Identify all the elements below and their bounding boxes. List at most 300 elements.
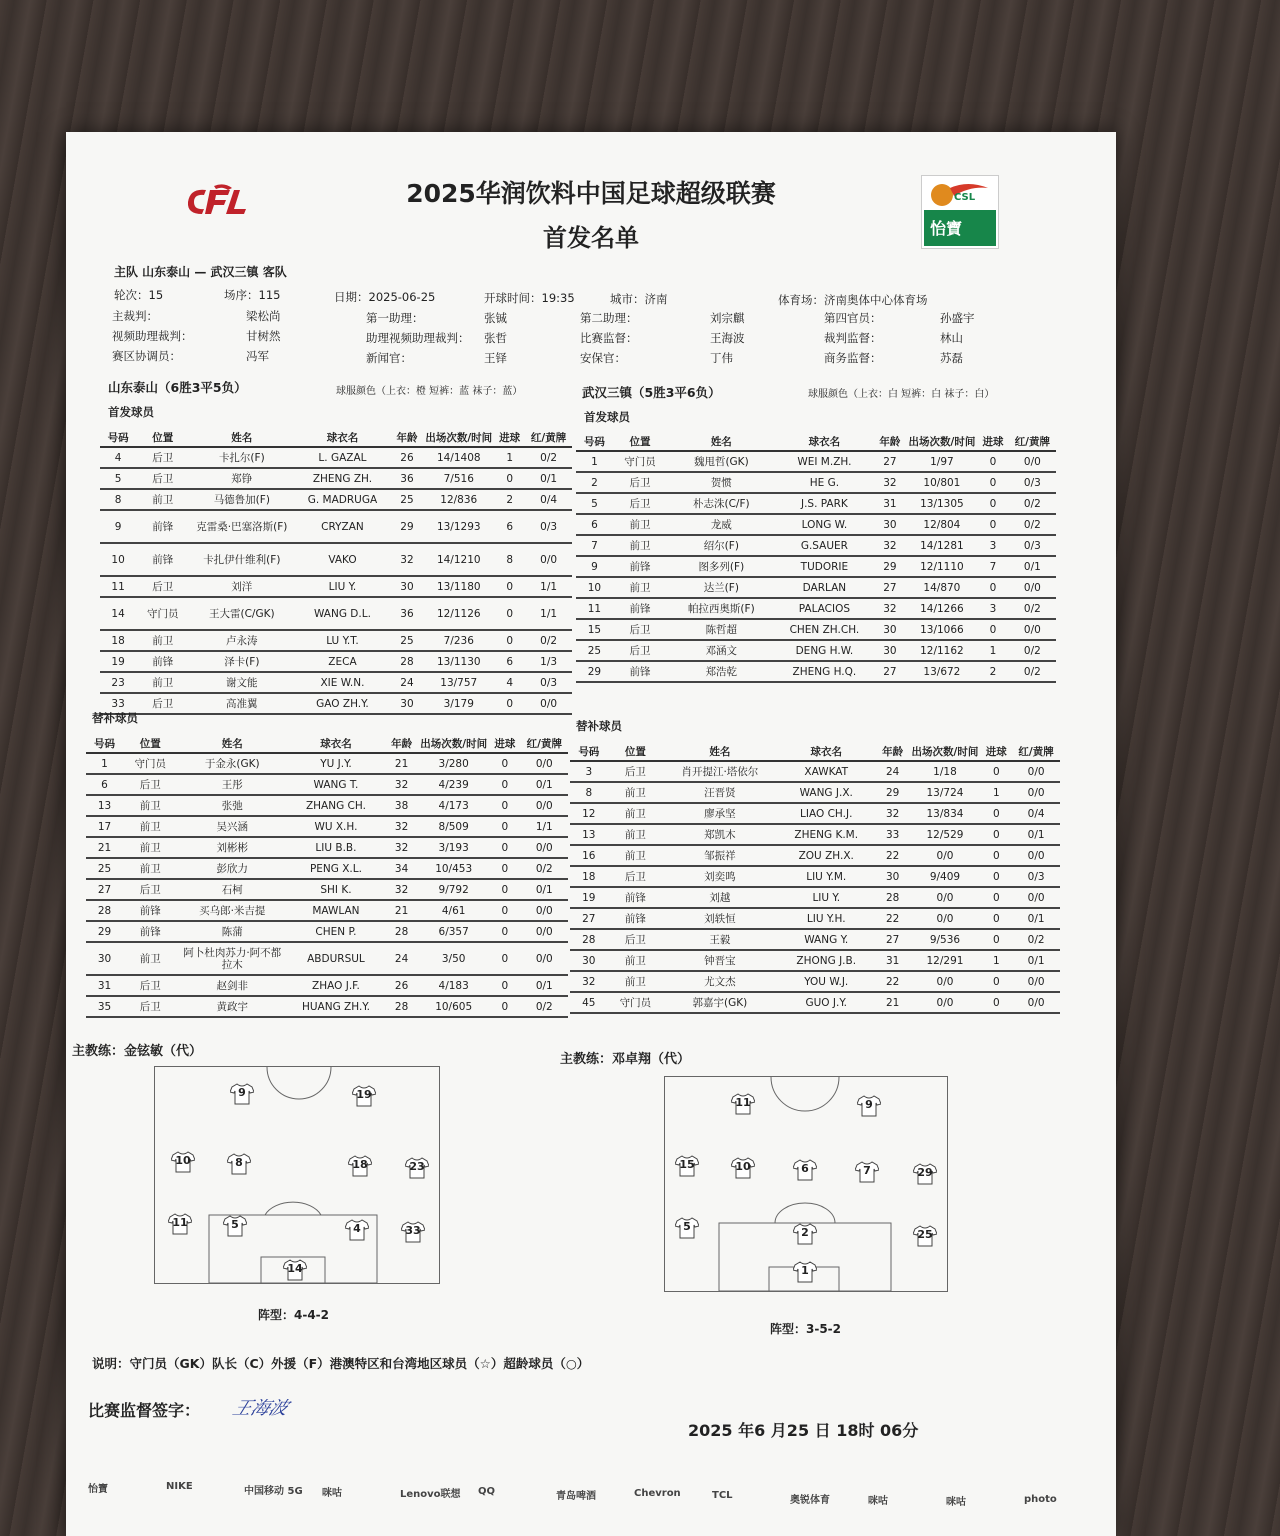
player-age: 30 xyxy=(873,640,906,661)
home-starters-label: 首发球员 xyxy=(108,405,154,419)
player-name: 郑铮 xyxy=(189,468,294,489)
goals: 0 xyxy=(980,761,1012,782)
player-number: 17 xyxy=(86,816,123,837)
away-pitch-lines xyxy=(665,1077,947,1291)
player-number: 3 xyxy=(570,761,608,782)
player-row xyxy=(86,837,568,858)
player-position: 前卫 xyxy=(608,845,663,866)
official-label: 第四官员： xyxy=(824,311,882,325)
away-starters-table xyxy=(576,432,1056,683)
shirt-name: YU J.Y. xyxy=(287,753,385,774)
shirt-name: CRYZAN xyxy=(294,510,390,543)
appearances-minutes: 8/509 xyxy=(418,816,489,837)
shirt-name: ZOU ZH.X. xyxy=(777,845,876,866)
player-number: 12 xyxy=(570,803,608,824)
player-name: 泽卡(F) xyxy=(189,651,294,672)
shirt-number: 4 xyxy=(353,1222,361,1235)
player-shirt-icon xyxy=(793,1159,817,1181)
player-age: 32 xyxy=(385,879,418,900)
shirt-number: 9 xyxy=(865,1098,873,1111)
appearances-minutes: 13/1305 xyxy=(906,493,977,514)
player-name: 刘彬彬 xyxy=(178,837,287,858)
player-position: 前卫 xyxy=(136,630,189,651)
shirt-number: 10 xyxy=(735,1160,751,1173)
player-age: 25 xyxy=(391,630,424,651)
column-header: 年龄 xyxy=(876,742,910,761)
appearances-minutes: 3/50 xyxy=(418,942,489,975)
home-coach: 主教练：金铉敏（代） xyxy=(72,1044,203,1059)
shirt-name: WU X.H. xyxy=(287,816,385,837)
cards: 1/1 xyxy=(525,576,572,597)
column-header: 进球 xyxy=(980,742,1012,761)
column-header: 进球 xyxy=(494,428,525,447)
player-position: 后卫 xyxy=(613,619,667,640)
home-formation: 阵型：4-4-2 xyxy=(258,1308,330,1322)
goals: 0 xyxy=(980,845,1012,866)
column-header: 位置 xyxy=(613,432,667,451)
teams-line: 主队 山东泰山 — 武汉三镇 客队 xyxy=(114,265,287,279)
player-row xyxy=(570,761,1060,782)
player-name: 于金永(GK) xyxy=(178,753,287,774)
appearances-minutes: 14/1210 xyxy=(423,543,494,576)
goals: 0 xyxy=(489,996,520,1017)
official-value: 梁松尚 xyxy=(246,309,281,323)
goals: 0 xyxy=(980,824,1012,845)
player-row xyxy=(570,845,1060,866)
official-value: 张哲 xyxy=(484,331,507,345)
shirt-number: 10 xyxy=(175,1154,191,1167)
player-age: 27 xyxy=(873,661,906,682)
player-name: 朴志洙(C/F) xyxy=(667,493,775,514)
shirt-name: YOU W.J. xyxy=(777,971,876,992)
column-header: 红/黄牌 xyxy=(525,428,572,447)
goals: 0 xyxy=(494,576,525,597)
player-number: 2 xyxy=(576,472,613,493)
shirt-name: LONG W. xyxy=(776,514,874,535)
player-name: 吴兴涵 xyxy=(178,816,287,837)
goals: 3 xyxy=(977,535,1008,556)
shirt-number: 8 xyxy=(235,1156,243,1169)
player-position: 后卫 xyxy=(608,761,663,782)
appearances-minutes: 13/1293 xyxy=(423,510,494,543)
sponsor-logo: 奥锐体育 xyxy=(790,1495,830,1506)
shirt-name: PENG X.L. xyxy=(287,858,385,879)
shirt-name: PALACIOS xyxy=(776,598,874,619)
shirt-name: G. MADRUGA xyxy=(294,489,390,510)
goals: 0 xyxy=(980,908,1012,929)
home-subs-table xyxy=(86,734,568,1018)
shirt-name: GUO J.Y. xyxy=(777,992,876,1013)
shirt-name: G.SAUER xyxy=(776,535,874,556)
shirt-name: ZECA xyxy=(294,651,390,672)
cards: 0/1 xyxy=(1012,908,1060,929)
cards: 0/2 xyxy=(1009,640,1056,661)
player-position: 前锋 xyxy=(613,556,667,577)
goals: 0 xyxy=(980,992,1012,1013)
goals: 7 xyxy=(977,556,1008,577)
shirt-name: ZHONG J.B. xyxy=(777,950,876,971)
player-number: 32 xyxy=(570,971,608,992)
column-header: 姓名 xyxy=(663,742,777,761)
goals: 0 xyxy=(977,514,1008,535)
round: 轮次：15 xyxy=(114,288,164,302)
cards: 0/2 xyxy=(525,447,572,468)
official-label: 新闻官： xyxy=(366,351,412,365)
shirt-number: 33 xyxy=(405,1224,421,1237)
player-name: 马德鲁加(F) xyxy=(189,489,294,510)
player-number: 27 xyxy=(86,879,123,900)
column-header: 球衣名 xyxy=(777,742,876,761)
appearances-minutes: 0/0 xyxy=(910,887,981,908)
player-name: 王毅 xyxy=(663,929,777,950)
shirt-name: GAO ZH.Y. xyxy=(294,693,390,714)
sponsor-logo: TCL xyxy=(712,1490,733,1501)
player-age: 30 xyxy=(873,619,906,640)
player-name: 高准翼 xyxy=(189,693,294,714)
signature-label: 比赛监督签字： xyxy=(88,1401,201,1420)
goals: 0 xyxy=(494,597,525,630)
player-row xyxy=(576,514,1056,535)
player-name: 刘轶恒 xyxy=(663,908,777,929)
sponsor-logo: Lenovo联想 xyxy=(400,1489,461,1500)
player-number: 11 xyxy=(100,576,136,597)
shirt-name: WANG J.X. xyxy=(777,782,876,803)
appearances-minutes: 0/0 xyxy=(910,992,981,1013)
player-shirt-icon xyxy=(857,1095,881,1117)
player-name: 汪晋贤 xyxy=(663,782,777,803)
shirt-number: 15 xyxy=(679,1158,695,1171)
player-row xyxy=(576,493,1056,514)
player-name: 卡扎伊什维利(F) xyxy=(189,543,294,576)
player-row xyxy=(100,447,572,468)
player-position: 后卫 xyxy=(608,866,663,887)
player-position: 后卫 xyxy=(123,996,177,1017)
column-header: 进球 xyxy=(977,432,1008,451)
player-position: 前卫 xyxy=(608,782,663,803)
appearances-minutes: 14/1281 xyxy=(906,535,977,556)
column-header: 号码 xyxy=(86,734,123,753)
player-number: 19 xyxy=(100,651,136,672)
player-position: 前锋 xyxy=(136,651,189,672)
player-position: 前卫 xyxy=(123,795,177,816)
official-value: 冯军 xyxy=(246,349,269,363)
appearances-minutes: 0/0 xyxy=(910,908,981,929)
player-number: 19 xyxy=(570,887,608,908)
player-number: 13 xyxy=(86,795,123,816)
shirt-number: 14 xyxy=(287,1262,303,1275)
goals: 0 xyxy=(489,879,520,900)
player-name: 魏甩哲(GK) xyxy=(667,451,775,472)
appearances-minutes: 12/1126 xyxy=(423,597,494,630)
player-age: 29 xyxy=(876,782,910,803)
player-name: 郭嘉宇(GK) xyxy=(663,992,777,1013)
player-age: 31 xyxy=(876,950,910,971)
goals: 3 xyxy=(977,598,1008,619)
home-starters-table xyxy=(100,428,572,715)
cards: 0/0 xyxy=(521,795,568,816)
player-name: 尤文杰 xyxy=(663,971,777,992)
cards: 0/2 xyxy=(1012,929,1060,950)
away-formation: 阵型：3-5-2 xyxy=(770,1322,842,1336)
official-label: 第二助理： xyxy=(580,311,638,325)
player-row xyxy=(576,640,1056,661)
sponsor-logo: 咪咕 xyxy=(322,1488,342,1499)
player-row xyxy=(100,543,572,576)
player-name: 阿卜杜肉苏力·阿不都拉木 xyxy=(178,942,287,975)
player-name: 刘奕鸣 xyxy=(663,866,777,887)
player-age: 29 xyxy=(391,510,424,543)
player-name: 钟晋宝 xyxy=(663,950,777,971)
player-position: 前卫 xyxy=(123,816,177,837)
player-position: 前锋 xyxy=(136,543,189,576)
player-name: 黄政宇 xyxy=(178,996,287,1017)
player-row xyxy=(576,451,1056,472)
player-position: 守门员 xyxy=(608,992,663,1013)
player-shirt-icon xyxy=(227,1153,251,1175)
cards: 0/1 xyxy=(521,774,568,795)
csl-logo-sponsor: 怡寶 xyxy=(930,219,963,238)
shirt-number: 19 xyxy=(356,1088,372,1101)
shirt-name: CHEN P. xyxy=(287,921,385,942)
shirt-name: LIU Y. xyxy=(294,576,390,597)
player-number: 1 xyxy=(576,451,613,472)
player-position: 后卫 xyxy=(123,975,177,996)
away-starters-label: 首发球员 xyxy=(584,410,630,424)
player-age: 25 xyxy=(391,489,424,510)
appearances-minutes: 1/18 xyxy=(910,761,981,782)
csl-logo-text: CSL xyxy=(954,192,976,203)
cards: 0/0 xyxy=(521,900,568,921)
cards: 0/2 xyxy=(525,630,572,651)
column-header: 进球 xyxy=(489,734,520,753)
official-value: 苏磊 xyxy=(940,351,963,365)
away-formation-pitch xyxy=(664,1076,948,1292)
shirt-name: WEI M.ZH. xyxy=(776,451,874,472)
shirt-number: 7 xyxy=(863,1164,871,1177)
goals: 0 xyxy=(489,795,520,816)
cards: 0/3 xyxy=(1009,535,1056,556)
goals: 0 xyxy=(489,837,520,858)
player-row xyxy=(570,782,1060,803)
player-shirt-icon xyxy=(405,1157,429,1179)
match-number: 场序：115 xyxy=(224,288,281,302)
cards: 0/4 xyxy=(1012,803,1060,824)
appearances-minutes: 14/870 xyxy=(906,577,977,598)
player-shirt-icon xyxy=(855,1161,879,1183)
sign-datetime: 2025 年6 月25 日 18时 06分 xyxy=(688,1421,919,1440)
player-shirt-icon xyxy=(793,1223,817,1245)
goals: 0 xyxy=(489,975,520,996)
player-shirt-icon xyxy=(731,1093,755,1115)
appearances-minutes: 14/1408 xyxy=(423,447,494,468)
player-position: 后卫 xyxy=(123,774,177,795)
player-number: 11 xyxy=(576,598,613,619)
goals: 6 xyxy=(494,651,525,672)
column-header: 年龄 xyxy=(385,734,418,753)
cards: 0/0 xyxy=(1012,782,1060,803)
cards: 1/3 xyxy=(525,651,572,672)
goals: 0 xyxy=(980,971,1012,992)
player-shirt-icon xyxy=(675,1217,699,1239)
column-header: 红/黄牌 xyxy=(521,734,568,753)
appearances-minutes: 0/0 xyxy=(910,971,981,992)
away-subs-table xyxy=(570,742,1060,1014)
column-header: 号码 xyxy=(570,742,608,761)
shirt-number: 23 xyxy=(409,1160,425,1173)
player-position: 后卫 xyxy=(136,468,189,489)
sponsor-logo: 咪咕 xyxy=(946,1497,966,1508)
player-shirt-icon xyxy=(401,1221,425,1243)
shirt-name: DARLAN xyxy=(776,577,874,598)
cards: 0/2 xyxy=(521,858,568,879)
shirt-name: ZHENG K.M. xyxy=(777,824,876,845)
player-shirt-icon xyxy=(675,1155,699,1177)
player-row xyxy=(576,472,1056,493)
supervisor-signature: 王海波 xyxy=(229,1398,292,1419)
shirt-name: LIU B.B. xyxy=(287,837,385,858)
player-position: 后卫 xyxy=(136,447,189,468)
shirt-name: ZHANG CH. xyxy=(287,795,385,816)
player-name: 龙威 xyxy=(667,514,775,535)
player-row xyxy=(576,661,1056,682)
cards: 0/2 xyxy=(521,996,568,1017)
goals: 0 xyxy=(980,803,1012,824)
player-name: 邓涵文 xyxy=(667,640,775,661)
appearances-minutes: 3/280 xyxy=(418,753,489,774)
player-row xyxy=(570,866,1060,887)
home-formation-pitch xyxy=(154,1066,440,1284)
player-age: 32 xyxy=(873,472,906,493)
player-number: 30 xyxy=(86,942,123,975)
player-name: 帕拉西奥斯(F) xyxy=(667,598,775,619)
goals: 0 xyxy=(977,577,1008,598)
shirt-name: LIAO CH.J. xyxy=(777,803,876,824)
player-name: 谢文能 xyxy=(189,672,294,693)
appearances-minutes: 4/173 xyxy=(418,795,489,816)
shirt-name: MAWLAN xyxy=(287,900,385,921)
player-name: 陈蒲 xyxy=(178,921,287,942)
cards: 0/2 xyxy=(1009,598,1056,619)
player-position: 前锋 xyxy=(608,887,663,908)
player-number: 45 xyxy=(570,992,608,1013)
player-age: 31 xyxy=(873,493,906,514)
official-value: 林山 xyxy=(940,331,963,345)
goals: 0 xyxy=(489,816,520,837)
goals: 0 xyxy=(489,900,520,921)
player-position: 前卫 xyxy=(608,950,663,971)
shirt-name: J.S. PARK xyxy=(776,493,874,514)
player-row xyxy=(570,887,1060,908)
appearances-minutes: 13/724 xyxy=(910,782,981,803)
goals: 0 xyxy=(494,468,525,489)
player-position: 前卫 xyxy=(123,942,177,975)
cards: 0/1 xyxy=(1012,824,1060,845)
player-number: 15 xyxy=(576,619,613,640)
goals: 0 xyxy=(977,619,1008,640)
official-label: 赛区协调员： xyxy=(112,349,181,363)
player-number: 9 xyxy=(100,510,136,543)
league-title: 2025华润饮料中国足球超级联赛 xyxy=(406,179,776,208)
cards: 0/2 xyxy=(1009,493,1056,514)
appearances-minutes: 10/605 xyxy=(418,996,489,1017)
player-age: 33 xyxy=(876,824,910,845)
player-position: 前锋 xyxy=(136,510,189,543)
match-date: 日期：2025-06-25 xyxy=(334,290,436,304)
appearances-minutes: 4/183 xyxy=(418,975,489,996)
shirt-number: 1 xyxy=(801,1264,809,1277)
team-sheet xyxy=(66,132,1116,1536)
column-header: 号码 xyxy=(576,432,613,451)
shirt-name: DENG H.W. xyxy=(776,640,874,661)
goals: 1 xyxy=(977,640,1008,661)
legend-note: 说明：守门员（GK）队长（C）外援（F）港澳特区和台湾地区球员（☆）超龄球员（○） xyxy=(92,1356,590,1371)
official-value: 王海波 xyxy=(710,331,745,345)
player-position: 前卫 xyxy=(613,514,667,535)
appearances-minutes: 13/1066 xyxy=(906,619,977,640)
player-position: 前锋 xyxy=(613,598,667,619)
goals: 0 xyxy=(489,774,520,795)
player-position: 守门员 xyxy=(136,597,189,630)
player-age: 29 xyxy=(873,556,906,577)
player-shirt-icon xyxy=(230,1083,254,1105)
sponsor-logo: 咪咕 xyxy=(868,1496,888,1507)
appearances-minutes: 4/61 xyxy=(418,900,489,921)
shirt-number: 18 xyxy=(352,1158,368,1171)
appearances-minutes: 9/409 xyxy=(910,866,981,887)
player-number: 6 xyxy=(576,514,613,535)
cards: 0/0 xyxy=(521,921,568,942)
player-row xyxy=(100,672,572,693)
shirt-name: ZHAO J.F. xyxy=(287,975,385,996)
column-header: 位置 xyxy=(136,428,189,447)
column-header: 位置 xyxy=(123,734,177,753)
player-number: 21 xyxy=(86,837,123,858)
player-row xyxy=(86,816,568,837)
player-name: 卢永涛 xyxy=(189,630,294,651)
goals: 2 xyxy=(494,489,525,510)
cards: 0/4 xyxy=(525,489,572,510)
sponsor-logo: 中国移动 5G xyxy=(244,1486,303,1497)
player-position: 前锋 xyxy=(123,900,177,921)
column-header: 球衣名 xyxy=(287,734,385,753)
shirt-number: 25 xyxy=(917,1228,933,1241)
player-number: 8 xyxy=(570,782,608,803)
player-row xyxy=(570,992,1060,1013)
player-position: 前卫 xyxy=(608,824,663,845)
cards: 0/3 xyxy=(525,672,572,693)
cards: 0/3 xyxy=(1012,866,1060,887)
player-age: 28 xyxy=(876,887,910,908)
player-age: 22 xyxy=(876,845,910,866)
player-position: 前卫 xyxy=(136,489,189,510)
player-age: 34 xyxy=(385,858,418,879)
appearances-minutes: 13/672 xyxy=(906,661,977,682)
shirt-name: WANG T. xyxy=(287,774,385,795)
player-name: 王彤 xyxy=(178,774,287,795)
player-age: 21 xyxy=(876,992,910,1013)
sponsor-logo: 青岛啤酒 xyxy=(556,1491,596,1502)
player-age: 32 xyxy=(391,543,424,576)
player-position: 前锋 xyxy=(613,661,667,682)
shirt-name: XIE W.N. xyxy=(294,672,390,693)
official-value: 丁伟 xyxy=(710,351,733,365)
player-row xyxy=(86,879,568,900)
official-value: 王铎 xyxy=(484,351,507,365)
player-number: 28 xyxy=(570,929,608,950)
goals: 0 xyxy=(494,630,525,651)
player-shirt-icon xyxy=(913,1163,937,1185)
goals: 2 xyxy=(977,661,1008,682)
